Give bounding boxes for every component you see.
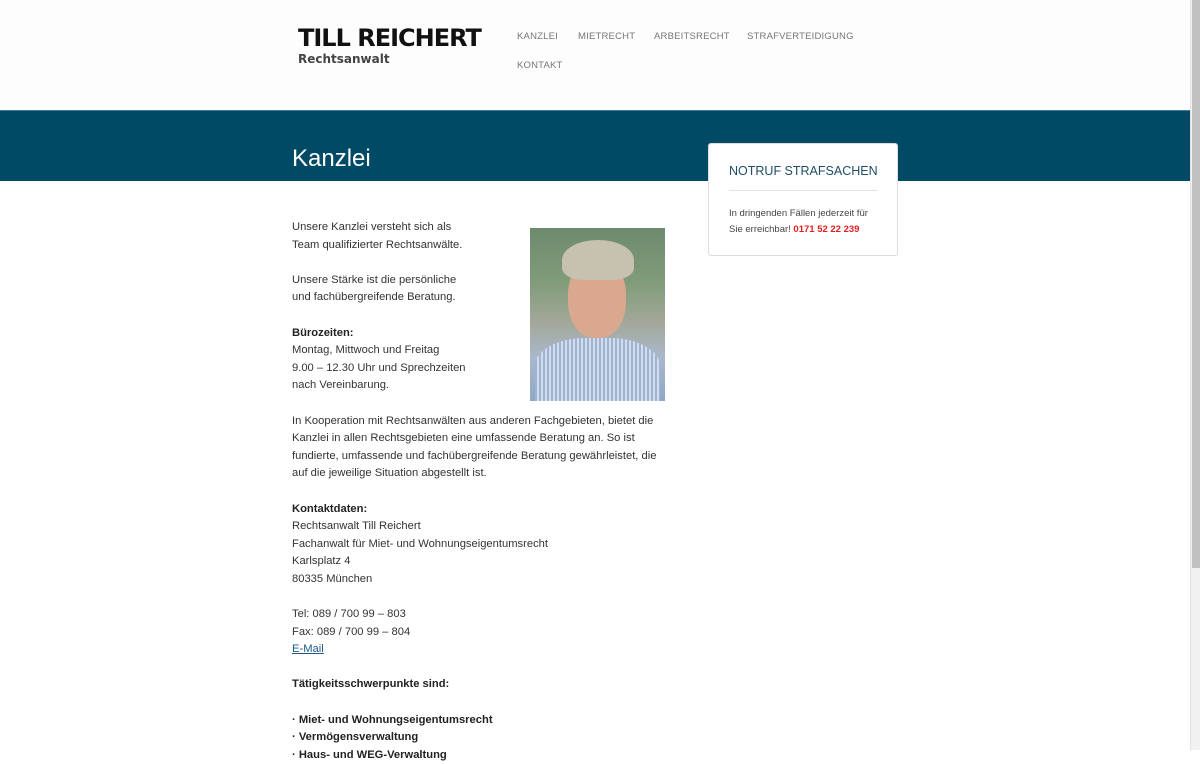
site-subtitle: Rechtsanwalt — [298, 52, 390, 66]
contact-details — [292, 501, 667, 589]
scrollbar-thumb[interactable] — [1192, 0, 1200, 568]
lawyer-portrait — [530, 228, 665, 401]
hours-label: Bürozeiten: — [292, 326, 354, 339]
intro-text: Unsere Kanzlei versteht sich als Team qualifizierter Rechtsanwälte. — [292, 221, 463, 251]
focus-item: · Haus- und WEG-Verwaltung — [292, 748, 447, 761]
cooperation-text: In Kooperation mit Rechtsanwälten aus anderen Fachgebieten, bietet die Kanzlei in allen Rechtsgebieten eine umfassende Beratung an. So ist fundierte, umfassende und fachübergreifende Beratung gewährleistet, die auf die jeweilige Situation abgestellt ist. — [292, 414, 657, 480]
focus-label: Tätigkeitsschwerpunkte sind: — [292, 678, 450, 691]
widget-text — [729, 206, 884, 237]
widget-divider — [729, 190, 878, 191]
emergency-phone[interactable]: 0171 52 22 239 — [793, 223, 860, 235]
strength-text: Unsere Stärke ist die persönliche und fachübergreifende Beratung. — [292, 273, 457, 304]
office-hours — [292, 325, 492, 395]
site-logo[interactable] — [298, 24, 481, 66]
email-link[interactable]: E-Mail — [292, 643, 324, 656]
focus-list — [292, 712, 667, 764]
focus-item: · Vermögensverwaltung — [292, 731, 419, 744]
nav-kontakt[interactable]: KONTAKT — [517, 60, 563, 71]
contact-line: Fachanwalt für Miet- und Wohnungseigentumsrecht — [292, 537, 548, 550]
page-title: Kanzlei — [292, 145, 371, 172]
hours-times: 9.00 – 12.30 Uhr und Sprechzeiten nach Vereinbarung. — [292, 361, 466, 392]
nav-strafverteidigung[interactable]: STRAFVERTEIDIGUNG — [747, 31, 854, 42]
fax: Fax: 089 / 700 99 – 804 — [292, 625, 411, 638]
widget-message: In dringenden Fällen jederzeit für Sie erreichbar! — [729, 208, 868, 235]
widget-title: NOTRUF STRAFSACHEN — [729, 164, 878, 178]
contact-label: Kontaktdaten: — [292, 502, 368, 515]
scrollbar[interactable] — [1190, 0, 1200, 750]
focus-item: · Miet- und Wohnungseigentumsrecht — [292, 713, 493, 726]
nav-kanzlei[interactable]: KANZLEI — [517, 31, 558, 42]
nav-arbeitsrecht[interactable]: ARBEITSRECHT — [654, 31, 730, 42]
title-band — [0, 110, 1190, 181]
contact-line: Rechtsanwalt Till Reichert — [292, 520, 421, 533]
emergency-widget — [708, 143, 898, 256]
contact-line: 80335 München — [292, 572, 373, 585]
site-header — [0, 0, 1190, 110]
phone-fax — [292, 606, 667, 659]
nav-mietrecht[interactable]: MIETRECHT — [578, 31, 636, 42]
hours-days: Montag, Mittwoch und Freitag — [292, 344, 440, 357]
contact-line: Karlsplatz 4 — [292, 555, 351, 568]
site-title[interactable]: TILL REICHERT — [298, 24, 481, 52]
tel: Tel: 089 / 700 99 – 803 — [292, 608, 406, 621]
